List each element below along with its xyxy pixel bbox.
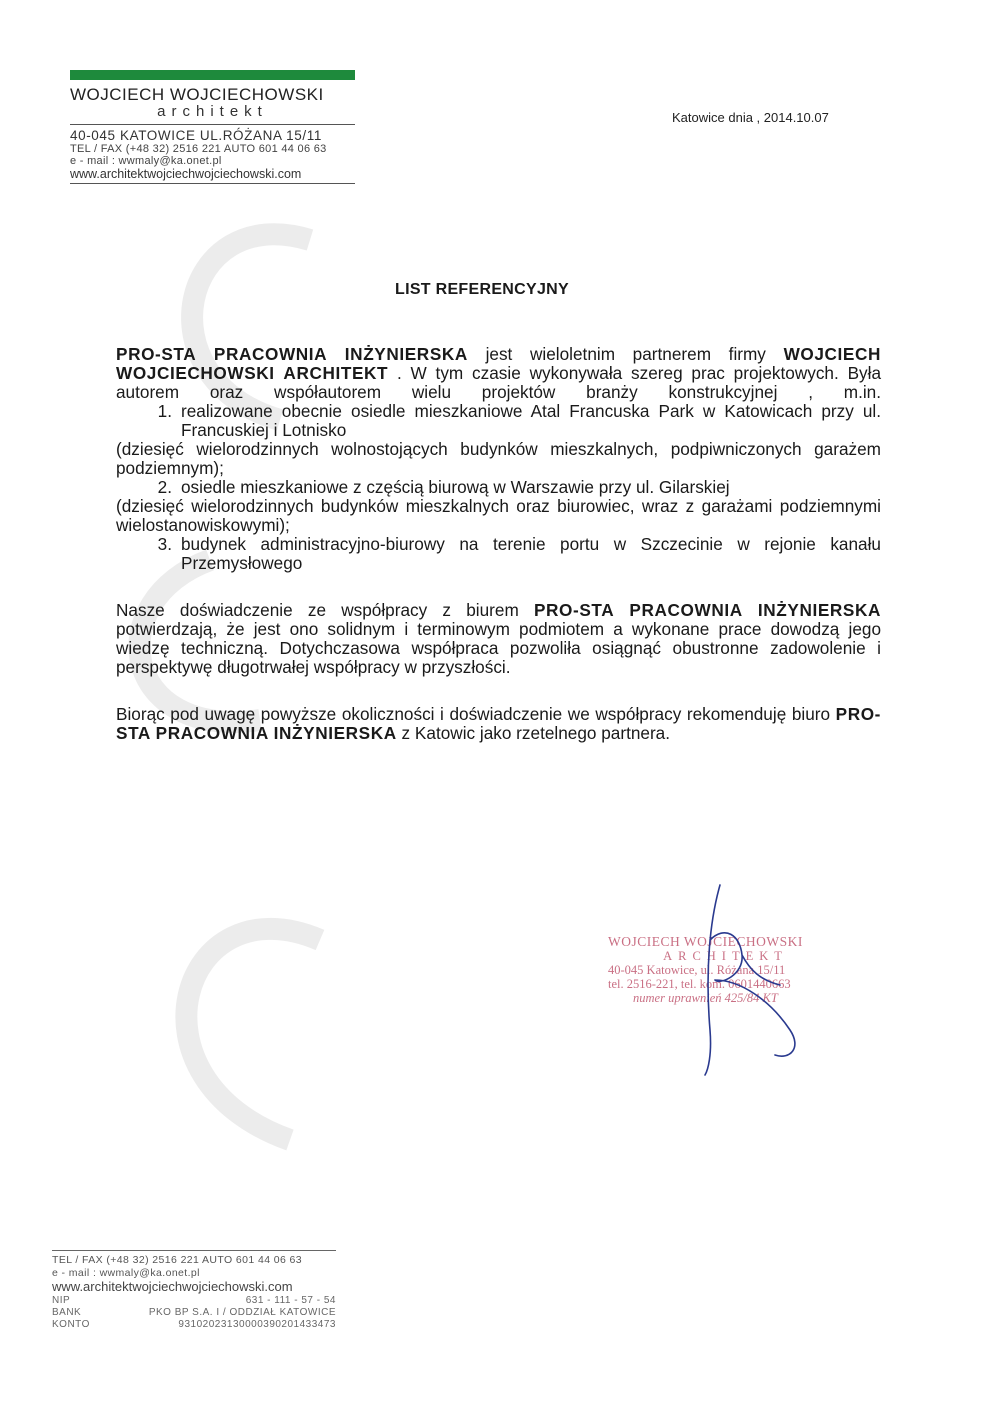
letter-body (116, 345, 881, 743)
handwritten-signature (680, 880, 820, 1080)
letterhead-name: WOJCIECH WOJCIECHOWSKI (70, 85, 324, 104)
letterhead-address: 40-045 KATOWICE UL.RÓŻANA 15/11 (70, 128, 322, 143)
letterhead-profession: architekt (157, 103, 268, 120)
footer-email: e - mail : wwmaly@ka.onet.pl (52, 1266, 200, 1279)
list-item: 3. budynek administracyjno-biurowy na terenie portu w Szczecinie w rejonie kanału Przemysłowego (157, 534, 881, 573)
project-list (116, 402, 881, 573)
letterhead (70, 70, 355, 184)
intro-paragraph: PRO-STA PRACOWNIA INŻYNIERSKA jest wieloletnim partnerem firmy WOJCIECH WOJCIECHOWSKI ARCHITEKT . W tym czasie wykonywała szereg prac projektowych. Była autorem oraz współautorem wielu projektów branży konstrukcyjnej , m.in. (116, 344, 882, 402)
list-item: 2. osiedle mieszkaniowe z częścią biurową w Warszawie przy ul. Gilarskiej (157, 477, 730, 497)
letterhead-email: e - mail : wwmaly@ka.onet.pl (70, 155, 222, 167)
footer-account: KONTO 93102023130000390201433473 (52, 1319, 336, 1330)
letter-footer (52, 1250, 336, 1331)
letterhead-phone: TEL / FAX (+48 32) 2516 221 AUTO 601 44 06 63 (70, 143, 327, 155)
letter-date: Katowice dnia , 2014.10.07 (672, 110, 829, 125)
company-name: PRO-STA PRACOWNIA INŻYNIERSKA (116, 344, 468, 364)
recommendation-paragraph: Biorąc pod uwagę powyższe okoliczności i doświadczenie we współpracy rekomenduję biuro PRO-STA PRACOWNIA INŻYNIERSKA z Katowic jako rzetelnego partnera. (116, 704, 881, 743)
letterhead-green-bar (70, 70, 355, 80)
list-item-note: (dziesięć wielorodzinnych budynków mieszkalnych oraz biurowiec, wraz z garażami podziemnymi wielostanowiskowymi); (116, 496, 881, 535)
letterhead-website: www.architektwojciechwojciechowski.com (70, 167, 355, 184)
footer-bank: BANK PKO BP S.A. I / ODDZIAŁ KATOWICE (52, 1307, 336, 1318)
letterhead-divider (70, 124, 355, 125)
company-stamp: WOJCIECH WOJCIECHOWSKI ARCHITEKT 40-045 Katowice, ul. Różana 15/11 tel. 2516-221, tel. kom. 0601440663 numer uprawnień 425/84 KT (608, 934, 803, 1005)
list-item: 1. realizowane obecnie osiedle mieszkaniowe Atal Francuska Park w Katowicach przy ul. Francuskiej i Lotnisko (157, 401, 881, 440)
footer-phone: TEL / FAX (+48 32) 2516 221 AUTO 601 44 06 63 (52, 1254, 303, 1266)
letter-title: LIST REFERENCYJNY (395, 281, 570, 298)
company-name: PRO-STA PRACOWNIA INŻYNIERSKA (116, 704, 881, 743)
list-item-note: (dziesięć wielorodzinnych wolnostojących budynków mieszkalnych, podpiwniczonych garażem podziemnym); (116, 439, 881, 478)
company-name: PRO-STA PRACOWNIA INŻYNIERSKA (533, 600, 881, 620)
experience-paragraph: Nasze doświadczenie ze współpracy z biurem PRO-STA PRACOWNIA INŻYNIERSKA potwierdzają, że jest ono solidnym i terminowym podmiotem a wykonane prace dowodzą jego wiedzę techniczną. Dotychczasowa współpraca pozwoliła osiągnąć obustronne zadowolenie i perspektywę długotrwałej współpracy w przyszłości. (116, 600, 881, 677)
firm-name: WOJCIECH WOJCIECHOWSKI ARCHITEKT (116, 344, 882, 383)
footer-website: www.architektwojciechwojciechowski.com (52, 1279, 293, 1294)
footer-nip: NIP 631 - 111 - 57 - 54 (52, 1295, 336, 1306)
